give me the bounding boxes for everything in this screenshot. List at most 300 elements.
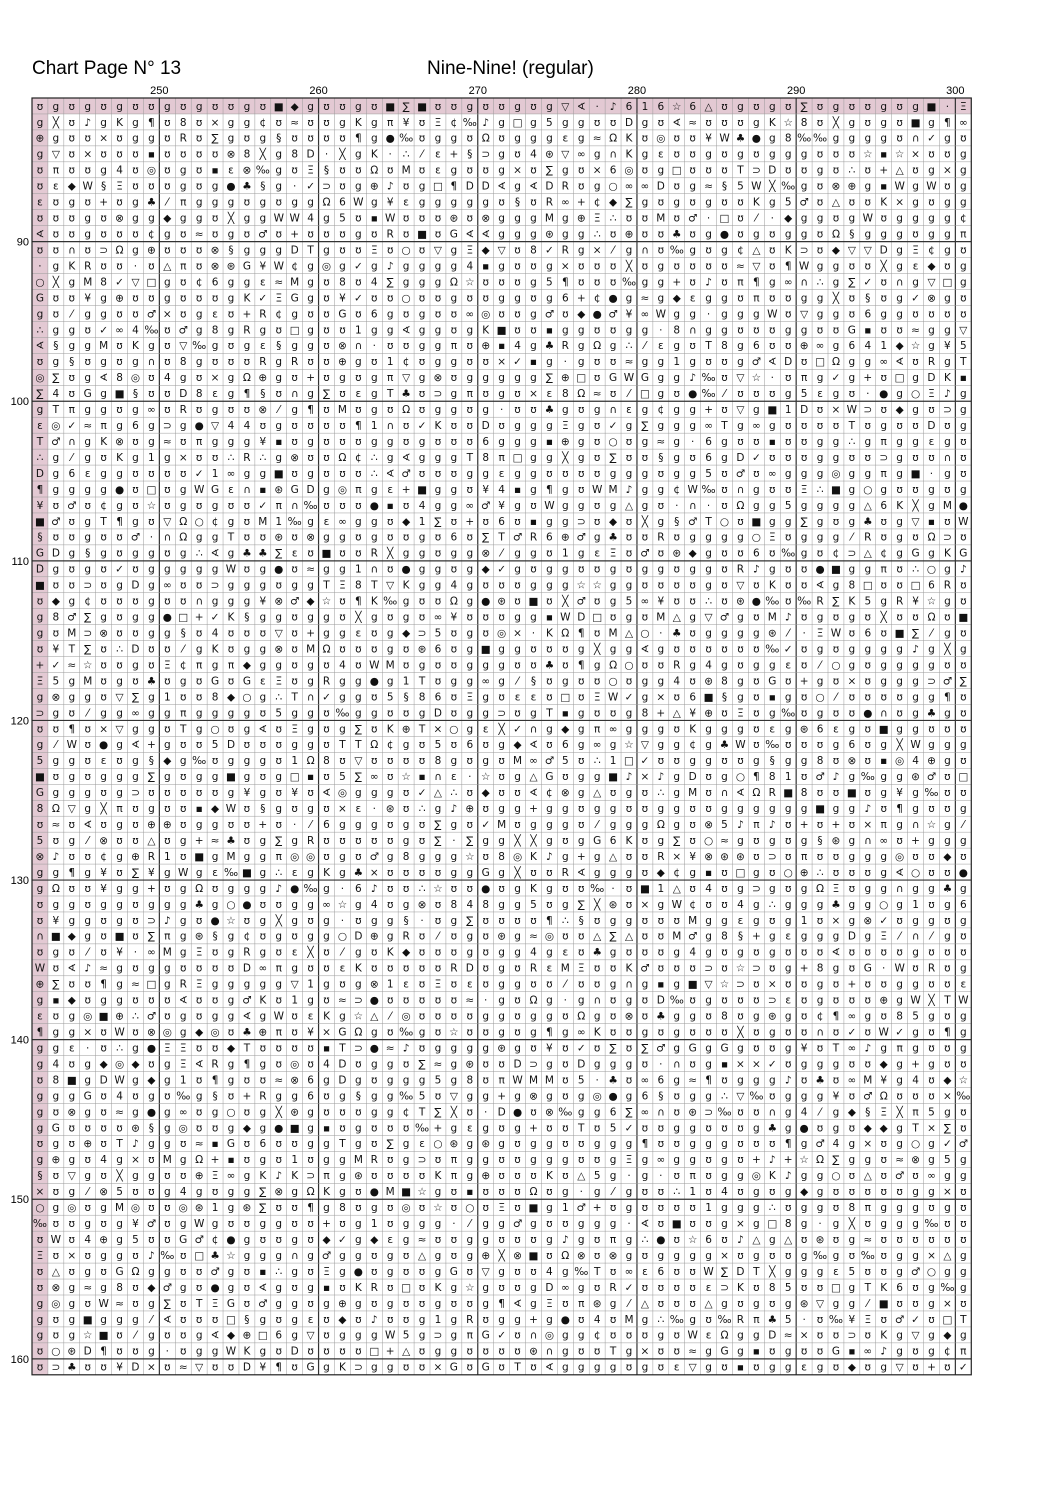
chart-symbol: ʊ <box>753 580 760 592</box>
chart-symbol: ʊ <box>737 292 744 304</box>
chart-symbol: g <box>673 436 680 448</box>
chart-symbol: ʊ <box>960 787 967 799</box>
chart-symbol: g <box>307 580 314 592</box>
chart-symbol: g <box>419 548 426 560</box>
chart-symbol: × <box>768 979 777 991</box>
chart-symbol: g <box>498 1138 505 1150</box>
chart-symbol: ¶ <box>498 1298 505 1310</box>
chart-symbol: ʊ <box>116 133 123 145</box>
chart-symbol: + <box>800 963 809 975</box>
chart-symbol: g <box>626 995 633 1007</box>
chart-symbol: ʊ <box>594 675 601 687</box>
chart-symbol: g <box>753 228 760 240</box>
chart-symbol: + <box>306 372 315 384</box>
chart-symbol: 8 <box>817 755 824 767</box>
chart-symbol: ʊ <box>769 452 776 464</box>
chart-symbol: ʊ <box>498 755 505 767</box>
chart-symbol: ʊ <box>371 356 378 368</box>
chart-symbol: g <box>451 388 458 400</box>
chart-symbol: M <box>402 165 411 177</box>
chart-symbol: D <box>36 468 44 480</box>
chart-symbol: ʊ <box>355 308 362 320</box>
chart-symbol: + <box>195 612 204 624</box>
chart-symbol: Ξ <box>833 883 840 895</box>
chart-symbol: g <box>896 1074 903 1086</box>
chart-symbol: ʊ <box>753 324 760 336</box>
chart-symbol: ⁄ <box>85 707 91 719</box>
chart-symbol: g <box>244 883 251 895</box>
chart-symbol: ʊ <box>626 899 633 911</box>
chart-symbol: ʊ <box>467 1026 474 1038</box>
chart-symbol: ʊ <box>451 995 458 1007</box>
chart-symbol: ʊ <box>865 101 872 113</box>
chart-symbol: ʊ <box>244 819 251 831</box>
chart-symbol: ʊ <box>196 1314 203 1326</box>
chart-symbol: g <box>785 1122 792 1134</box>
chart-symbol: g <box>610 340 617 352</box>
chart-symbol: ♪ <box>371 883 378 895</box>
chart-symbol: ʊ <box>928 1042 935 1054</box>
chart-symbol: ʊ <box>514 1011 521 1023</box>
chart-symbol: ʊ <box>276 1202 283 1214</box>
chart-symbol: ʊ <box>817 947 824 959</box>
chart-symbol: g <box>291 197 298 209</box>
chart-symbol: ≈ <box>625 356 634 368</box>
row-label: 100 <box>11 396 29 408</box>
chart-symbol: ¶ <box>944 691 951 703</box>
chart-symbol: ʊ <box>387 707 394 719</box>
chart-symbol: ʊ <box>880 372 887 384</box>
chart-symbol: ʊ <box>323 995 330 1007</box>
chart-symbol: g <box>833 340 840 352</box>
chart-symbol: ʊ <box>69 564 76 576</box>
chart-symbol: Ω <box>482 133 490 145</box>
chart-symbol: ʊ <box>276 739 283 751</box>
chart-symbol: □ <box>767 1218 777 1230</box>
chart-symbol: g <box>37 739 44 751</box>
chart-symbol: ʊ <box>689 276 696 288</box>
chart-symbol: K <box>689 723 697 735</box>
chart-symbol: ʊ <box>753 388 760 400</box>
chart-symbol: g <box>912 197 919 209</box>
chart-symbol: ∢ <box>895 867 904 879</box>
chart-symbol: g <box>228 1266 235 1278</box>
chart-symbol: ∴ <box>769 899 776 911</box>
chart-symbol: ∑ <box>801 101 808 113</box>
chart-symbol: T <box>609 1346 617 1358</box>
chart-symbol: ✓ <box>641 755 650 767</box>
chart-symbol: ∩ <box>896 883 904 895</box>
chart-symbol: 8 <box>482 452 489 464</box>
chart-symbol: g <box>562 484 569 496</box>
chart-symbol: ♪ <box>53 851 60 863</box>
chart-symbol: g <box>928 213 935 225</box>
chart-symbol: ¥ <box>244 787 251 799</box>
chart-symbol: ∞ <box>848 1074 857 1086</box>
chart-symbol: ʊ <box>69 947 76 959</box>
chart-symbol: ¢ <box>259 117 266 129</box>
chart-symbol: ● <box>481 883 490 895</box>
chart-symbol: g <box>578 500 585 512</box>
chart-symbol: ■ <box>815 803 825 815</box>
chart-symbol: × <box>593 244 602 256</box>
chart-symbol: ▽ <box>641 739 650 751</box>
chart-symbol: + <box>800 675 809 687</box>
chart-symbol: g <box>355 707 362 719</box>
chart-symbol: ⊕ <box>800 867 809 879</box>
chart-symbol: ¢ <box>594 197 601 209</box>
chart-symbol: + <box>656 707 665 719</box>
chart-symbol: g <box>435 133 442 145</box>
chart-symbol: 6 <box>928 580 935 592</box>
chart-symbol: W <box>687 484 698 496</box>
chart-symbol: ʊ <box>419 117 426 129</box>
chart-symbol: ♪ <box>657 771 664 783</box>
chart-symbol: g <box>721 771 728 783</box>
chart-symbol: D <box>466 181 474 193</box>
chart-symbol: ☆ <box>322 596 331 608</box>
chart-symbol: ▽ <box>816 1298 825 1310</box>
chart-symbol: g <box>228 324 235 336</box>
chart-symbol: g <box>498 899 505 911</box>
chart-symbol: π <box>276 1026 283 1038</box>
chart-symbol: g <box>944 1266 951 1278</box>
chart-symbol: ▪ <box>498 340 505 352</box>
chart-symbol: ʊ <box>801 564 808 576</box>
chart-symbol: ⊗ <box>243 165 252 177</box>
chart-symbol: g <box>307 388 314 400</box>
chart-symbol: g <box>132 356 139 368</box>
chart-symbol: ‰ <box>415 1122 429 1134</box>
chart-symbol: g <box>817 165 824 177</box>
chart-symbol: W <box>894 181 905 193</box>
chart-symbol: ⊗ <box>418 899 427 911</box>
chart-symbol: ʊ <box>323 1106 330 1118</box>
chart-symbol: g <box>928 1330 935 1342</box>
chart-symbol: ▪ <box>418 771 425 783</box>
chart-symbol: ☆ <box>863 149 872 161</box>
chart-symbol: ∑ <box>721 1266 728 1278</box>
chart-symbol: ∩ <box>291 388 299 400</box>
chart-symbol: ʊ <box>132 468 139 480</box>
chart-symbol: × <box>832 404 841 416</box>
chart-symbol: ⊕ <box>465 803 474 815</box>
chart-symbol: g <box>371 819 378 831</box>
chart-symbol: § <box>244 612 249 624</box>
chart-symbol: W <box>624 372 635 384</box>
chart-symbol: W <box>178 867 189 879</box>
chart-symbol: ʊ <box>896 1186 903 1198</box>
chart-symbol: g <box>658 643 665 655</box>
chart-symbol: R <box>180 979 187 991</box>
chart-symbol: ʊ <box>928 947 935 959</box>
chart-symbol: ● <box>863 707 872 719</box>
chart-symbol: K <box>880 1282 888 1294</box>
chart-symbol: ∴ <box>562 915 569 927</box>
chart-symbol: ʊ <box>514 707 521 719</box>
chart-symbol: ʊ <box>785 372 792 384</box>
chart-symbol: ʊ <box>467 612 474 624</box>
chart-symbol: ʊ <box>753 691 760 703</box>
chart-symbol: ʊ <box>276 388 283 400</box>
chart-symbol: ¢ <box>84 596 91 608</box>
chart-symbol: ʊ <box>451 564 458 576</box>
chart-symbol: ʊ <box>594 596 601 608</box>
chart-symbol: 8 <box>721 931 728 943</box>
chart-symbol: ♂ <box>147 1218 156 1230</box>
chart-symbol: 8 <box>769 771 776 783</box>
chart-symbol: g <box>753 755 760 767</box>
chart-symbol: ╳ <box>338 148 346 161</box>
chart-symbol: ⊛ <box>545 228 554 240</box>
chart-symbol: ▪ <box>530 356 537 368</box>
chart-symbol: + <box>927 1362 936 1374</box>
chart-symbol: ◆ <box>514 739 523 751</box>
chart-symbol: g <box>212 564 219 576</box>
chart-symbol: ¥ <box>339 292 346 304</box>
chart-symbol: ☆ <box>720 979 729 991</box>
chart-symbol: ʊ <box>180 596 187 608</box>
chart-symbol: ⊛ <box>672 548 681 560</box>
chart-symbol: ⁄ <box>610 1186 616 1198</box>
chart-symbol: ʊ <box>37 1362 44 1374</box>
chart-symbol: ʊ <box>896 564 903 576</box>
chart-symbol: ◎ <box>497 627 506 639</box>
chart-symbol: + <box>672 276 681 288</box>
chart-symbol: 5 <box>116 1186 123 1198</box>
chart-symbol: ʊ <box>705 787 712 799</box>
chart-symbol: 8 <box>53 612 60 624</box>
chart-symbol: ʊ <box>849 867 856 879</box>
chart-symbol: ¥ <box>689 707 696 719</box>
chart-symbol: g <box>864 436 871 448</box>
chart-symbol: ʊ <box>467 436 474 448</box>
chart-symbol: ʊ <box>276 1346 283 1358</box>
chart-symbol: g <box>371 436 378 448</box>
chart-symbol: ● <box>195 420 204 432</box>
chart-symbol: ʊ <box>84 755 91 767</box>
chart-symbol: g <box>482 1282 489 1294</box>
chart-symbol: ʊ <box>642 228 649 240</box>
chart-symbol: g <box>228 1122 235 1134</box>
chart-symbol: □ <box>146 484 156 496</box>
chart-symbol: ε <box>960 979 966 991</box>
chart-symbol: ʊ <box>849 1250 856 1262</box>
chart-symbol: ʊ <box>244 228 251 240</box>
chart-symbol: ʊ <box>689 995 696 1007</box>
chart-symbol: ▪ <box>227 1154 234 1166</box>
chart-symbol: g <box>817 1058 824 1070</box>
chart-symbol: ʊ <box>817 1122 824 1134</box>
chart-symbol: 6 <box>307 1090 314 1102</box>
chart-symbol: ʊ <box>626 452 633 464</box>
chart-symbol: ʊ <box>753 612 760 624</box>
chart-symbol: ∞ <box>641 1106 650 1118</box>
chart-symbol: ʊ <box>785 1250 792 1262</box>
chart-symbol: g <box>466 1090 473 1102</box>
chart-symbol: ʊ <box>339 1282 346 1294</box>
chart-symbol: ʊ <box>578 947 585 959</box>
chart-symbol: g <box>944 356 951 368</box>
chart-symbol: g <box>594 532 601 544</box>
chart-symbol: g <box>482 1042 489 1054</box>
chart-symbol: ʊ <box>594 1234 601 1246</box>
chart-symbol: g <box>530 372 537 384</box>
chart-symbol: g <box>466 1234 473 1246</box>
chart-symbol: g <box>100 1202 107 1214</box>
chart-symbol: ʊ <box>291 1138 298 1150</box>
chart-symbol: g <box>403 612 410 624</box>
chart-symbol: Ω <box>179 516 187 528</box>
chart-symbol: g <box>53 260 60 272</box>
chart-symbol: g <box>912 372 919 384</box>
chart-symbol: ☆ <box>226 1250 235 1262</box>
chart-symbol: ʊ <box>960 1218 967 1230</box>
chart-symbol: ¢ <box>594 1330 601 1342</box>
chart-symbol: g <box>435 197 442 209</box>
chart-symbol: g <box>37 1298 44 1310</box>
chart-symbol: g <box>562 1330 569 1342</box>
chart-symbol: g <box>673 739 680 751</box>
chart-symbol: T <box>115 1138 123 1150</box>
chart-symbol: g <box>84 436 91 448</box>
chart-symbol: ʊ <box>865 452 872 464</box>
chart-symbol: ⊛ <box>720 851 729 863</box>
chart-symbol: g <box>626 1234 633 1246</box>
chart-symbol: g <box>132 133 139 145</box>
chart-symbol: ʊ <box>674 149 681 161</box>
chart-symbol: M <box>99 340 108 352</box>
chart-symbol: ● <box>752 596 761 608</box>
chart-symbol: ● <box>290 883 299 895</box>
chart-symbol: g <box>928 548 935 560</box>
chart-symbol: g <box>896 548 903 560</box>
chart-symbol: g <box>928 1346 935 1358</box>
chart-symbol: ■ <box>290 1122 300 1134</box>
chart-symbol: ʊ <box>833 1202 840 1214</box>
chart-symbol: g <box>275 931 282 943</box>
chart-symbol: R <box>466 1314 473 1326</box>
chart-symbol: ⊛ <box>497 596 506 608</box>
chart-symbol: g <box>260 324 267 336</box>
chart-symbol: g <box>626 292 633 304</box>
chart-symbol: ʊ <box>721 276 728 288</box>
chart-symbol: g <box>371 516 378 528</box>
chart-symbol: ‰ <box>717 1314 731 1326</box>
chart-symbol: 1 <box>275 516 282 528</box>
chart-symbol: ʊ <box>164 1170 171 1182</box>
chart-symbol: ʊ <box>323 963 330 975</box>
chart-symbol: 4 <box>705 659 712 671</box>
chart-symbol: g <box>228 1186 235 1198</box>
chart-symbol: ʊ <box>371 1122 378 1134</box>
chart-symbol: ◎ <box>895 851 904 863</box>
chart-symbol: ⊗ <box>561 787 570 799</box>
chart-symbol: ʊ <box>721 899 728 911</box>
chart-symbol: ▪ <box>323 1042 330 1054</box>
chart-symbol: ʊ <box>419 1282 426 1294</box>
chart-symbol: ∢ <box>211 548 220 560</box>
chart-symbol: G <box>338 1026 346 1038</box>
chart-symbol: ʊ <box>833 867 840 879</box>
chart-symbol: ε <box>340 963 346 975</box>
chart-symbol: ʊ <box>721 197 728 209</box>
chart-symbol: g <box>180 675 187 687</box>
chart-symbol: g <box>37 149 44 161</box>
chart-symbol: g <box>785 1011 792 1023</box>
chart-symbol: ʊ <box>164 340 171 352</box>
chart-symbol: ■ <box>529 1250 539 1262</box>
chart-symbol: g <box>594 867 601 879</box>
chart-symbol: ʊ <box>276 117 283 129</box>
chart-symbol: g <box>578 643 585 655</box>
chart-symbol: ʊ <box>132 500 139 512</box>
chart-symbol: g <box>53 867 60 879</box>
chart-symbol: ╳ <box>259 148 267 161</box>
chart-symbol: 8 <box>673 324 680 336</box>
chart-symbol: K <box>228 612 236 624</box>
chart-symbol: g <box>849 372 856 384</box>
chart-symbol: g <box>705 947 712 959</box>
chart-symbol: ʊ <box>355 1202 362 1214</box>
chart-symbol: ¶ <box>896 803 903 815</box>
column-label: 280 <box>628 85 646 97</box>
chart-symbol: 4 <box>339 659 346 671</box>
chart-symbol: ╳ <box>768 180 776 193</box>
chart-symbol: ʊ <box>610 612 617 624</box>
chart-symbol: ≈ <box>83 420 92 432</box>
chart-symbol: g <box>339 372 346 384</box>
chart-symbol: ʊ <box>546 899 553 911</box>
chart-symbol: ∩ <box>800 276 808 288</box>
chart-symbol: g <box>817 500 824 512</box>
chart-symbol: ʊ <box>37 723 44 735</box>
chart-symbol: □ <box>401 1282 411 1294</box>
chart-symbol: ʊ <box>865 1218 872 1230</box>
chart-symbol: g <box>339 260 346 272</box>
chart-symbol: ε <box>356 803 362 815</box>
chart-symbol: ✓ <box>959 1362 968 1374</box>
chart-symbol: 6 <box>275 1330 282 1342</box>
chart-symbol: T <box>322 580 330 592</box>
chart-symbol: ⊛ <box>832 835 841 847</box>
chart-symbol: ∞ <box>879 356 888 368</box>
chart-symbol: ¢ <box>212 1234 219 1246</box>
chart-symbol: ∩ <box>864 835 872 847</box>
chart-symbol: W <box>926 181 937 193</box>
chart-symbol: 5 <box>339 771 346 783</box>
chart-symbol: g <box>546 516 553 528</box>
chart-symbol: g <box>530 468 537 480</box>
chart-symbol: ◆ <box>227 1042 236 1054</box>
chart-symbol: ʊ <box>53 213 60 225</box>
chart-symbol: ♪ <box>689 372 696 384</box>
chart-symbol: ʊ <box>960 755 967 767</box>
chart-symbol: ♂ <box>322 1250 331 1262</box>
chart-symbol: ʊ <box>100 1122 107 1134</box>
row-label-layer <box>11 237 29 1366</box>
chart-symbol: § <box>244 1314 249 1326</box>
chart-symbol: ◆ <box>163 755 172 767</box>
chart-symbol: △ <box>752 1234 761 1246</box>
chart-symbol: ʊ <box>180 1314 187 1326</box>
chart-symbol: ♂ <box>258 1298 267 1310</box>
chart-symbol: ʊ <box>912 1282 919 1294</box>
chart-symbol: π <box>100 420 107 432</box>
chart-symbol: ¢ <box>833 548 840 560</box>
chart-symbol: ʊ <box>467 165 474 177</box>
chart-symbol: g <box>244 723 251 735</box>
